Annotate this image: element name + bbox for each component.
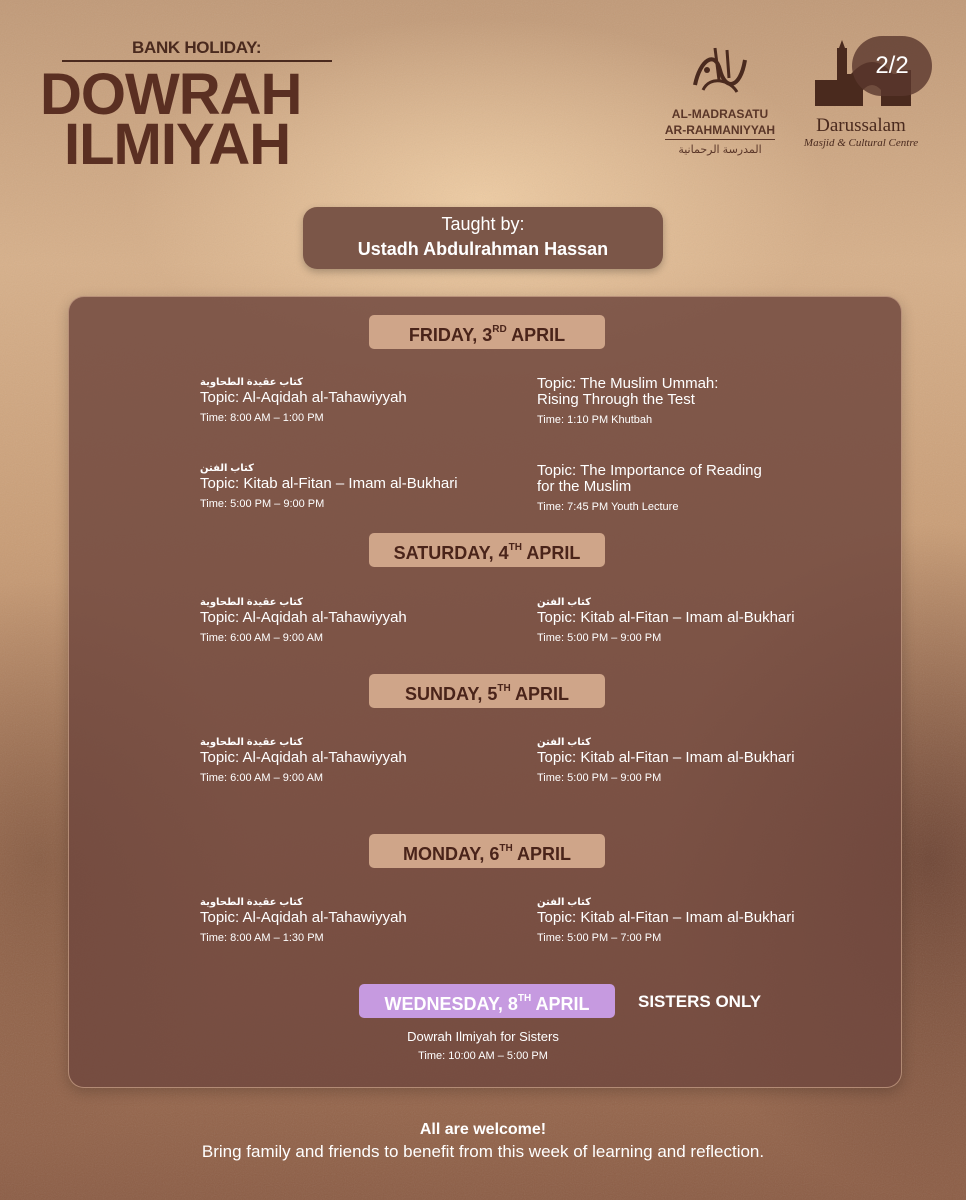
session-item: Topic: The Muslim Ummah: Rising Through the Test Time: 1:10 PM Khutbah (537, 375, 719, 426)
session-item: كتاب عقيدة الطحاوية Topic: Al-Aqidah al-Tahawiyyah Time: 6:00 AM – 9:00 AM (200, 737, 407, 784)
session-item: كتاب الفتن Topic: Kitab al-Fitan – Imam al-Bukhari Time: 5:00 PM – 9:00 PM (537, 737, 795, 784)
masjid-name: Darussalam (816, 115, 906, 136)
session-item: كتاب الفتن Topic: Kitab al-Fitan – Imam al-Bukhari Time: 5:00 PM – 9:00 PM (537, 597, 795, 644)
session-item: كتاب عقيدة الطحاوية Topic: Al-Aqidah al-Tahawiyyah Time: 8:00 AM – 1:30 PM (200, 897, 407, 944)
madrasah-name-line1: AL-MADRASATU (671, 107, 769, 121)
welcome-message: Bring family and friends to benefit from this week of learning and reflection. (201, 1142, 765, 1161)
madrasah-logo (660, 40, 780, 155)
image-counter-badge[interactable]: 2/2 (852, 36, 932, 96)
day-heading-monday: MONDAY, 6TH APRIL (369, 834, 605, 868)
teacher-card (303, 207, 663, 269)
session-item: كتاب الفتن Topic: Kitab al-Fitan – Imam al-Bukhari Time: 5:00 PM – 7:00 PM (537, 897, 795, 944)
taught-by-label: Taught by: (441, 214, 525, 234)
session-item: كتاب عقيدة الطحاوية Topic: Al-Aqidah al-Tahawiyyah Time: 6:00 AM – 9:00 AM (200, 597, 407, 644)
title-line-1: DOWRAH (40, 62, 302, 127)
session-item: كتاب عقيدة الطحاوية Topic: Al-Aqidah al-Tahawiyyah Time: 8:00 AM – 1:00 PM (200, 377, 407, 424)
session-item: Topic: The Importance of Reading for the Muslim Time: 7:45 PM Youth Lecture (537, 462, 762, 513)
day-heading-friday: FRIDAY, 3RD APRIL (369, 315, 605, 349)
teacher-name: Ustadh Abdulrahman Hassan (357, 239, 609, 259)
masjid-subtitle: Masjid & Cultural Centre (803, 137, 919, 149)
bank-holiday-label: BANK HOLIDAY: (132, 38, 262, 57)
session-item: كتاب الفتن Topic: Kitab al-Fitan – Imam al-Bukhari Time: 5:00 PM – 9:00 PM (200, 463, 458, 510)
welcome-heading: All are welcome! (419, 1121, 547, 1138)
sisters-only-badge: SISTERS ONLY (638, 992, 762, 1011)
title-line-2: ILMIYAH (64, 112, 291, 177)
day-heading-wednesday: WEDNESDAY, 8TH APRIL (359, 984, 615, 1018)
calligraphy-logo-icon (685, 40, 755, 100)
day-heading-saturday: SATURDAY, 4TH APRIL (369, 533, 605, 567)
day-heading-sunday: SUNDAY, 5TH APRIL (369, 674, 605, 708)
session-item: Dowrah Ilmiyah for Sisters Time: 10:00 AM – 5:00 PM (407, 1029, 559, 1062)
madrasah-name-line2: AR-RAHMANIYYAH (665, 123, 775, 140)
madrasah-name-arabic: المدرسة الرحمانية (678, 144, 762, 156)
